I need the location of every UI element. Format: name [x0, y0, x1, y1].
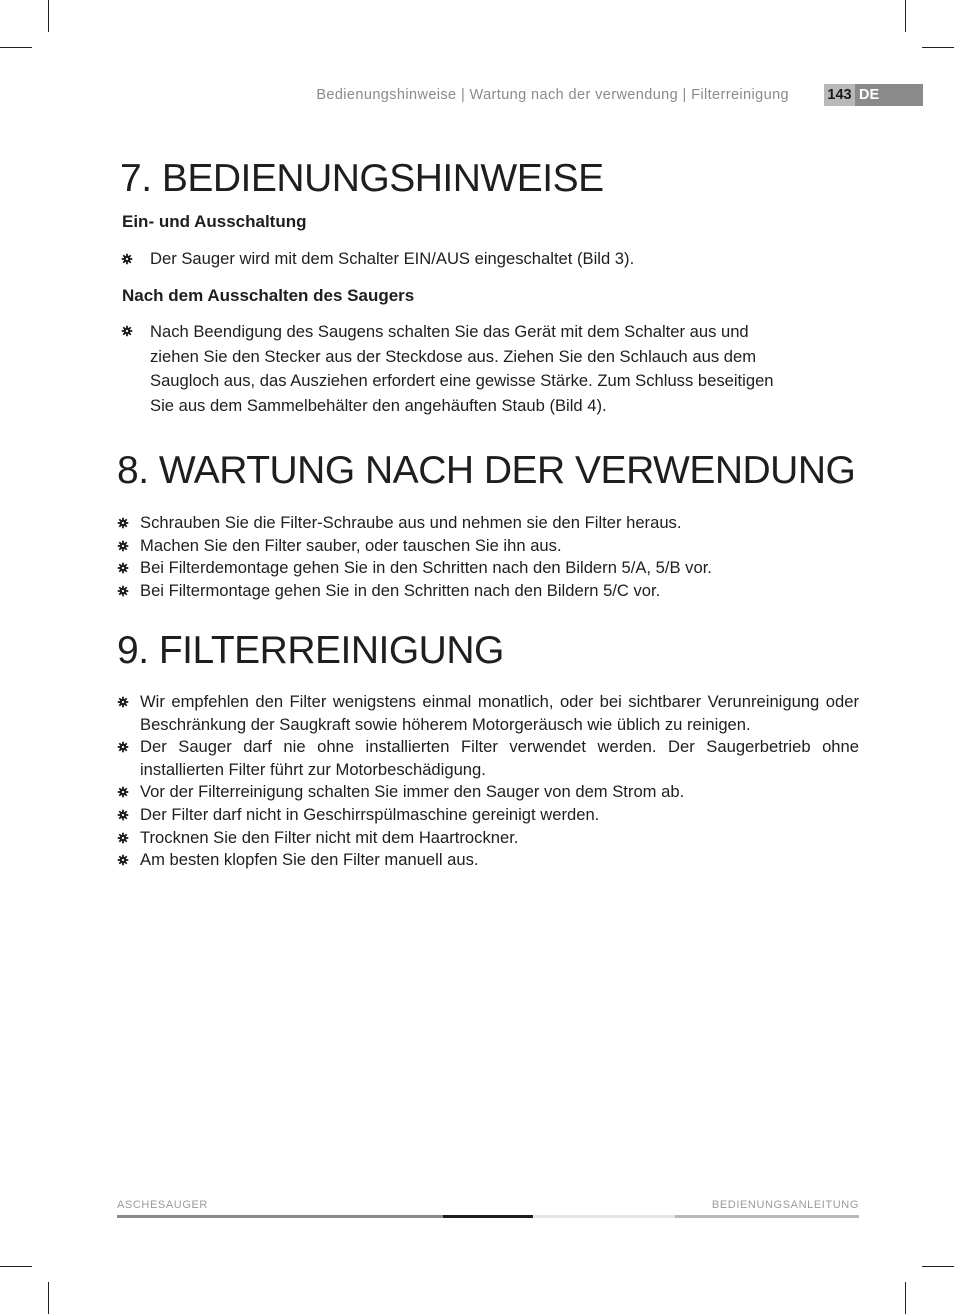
list-item-text: Bei Filterdemontage gehen Sie in den Schritten nach den Bildern 5/A, 5/B vor. — [140, 558, 712, 578]
crop-mark — [922, 47, 954, 48]
gear-bullet-icon — [117, 741, 129, 753]
list-item — [117, 781, 859, 804]
bullet-list — [117, 512, 859, 602]
crop-mark — [922, 1266, 954, 1267]
bullet-list — [117, 691, 859, 872]
list-item — [117, 827, 859, 850]
footer-product-label: ASCHESAUGER — [117, 1199, 208, 1211]
gear-bullet-icon — [121, 253, 133, 265]
list-item — [117, 557, 859, 580]
subsection-heading: Ein- und Ausschaltung — [122, 212, 307, 231]
crop-mark — [905, 0, 906, 32]
list-item — [117, 804, 859, 827]
list-item-text: Schrauben Sie die Filter-Schraube aus und nehmen sie den Filter heraus. — [140, 513, 682, 532]
list-item — [117, 691, 859, 736]
section-title: 8. WARTUNG NACH DER VERWENDUNG — [117, 449, 856, 492]
gear-bullet-icon — [117, 854, 129, 866]
footer-rule — [533, 1215, 675, 1218]
page-number: 143 — [824, 84, 855, 106]
crop-mark — [0, 47, 32, 48]
section-title: 9. FILTERREINIGUNG — [117, 629, 504, 672]
gear-bullet-icon — [117, 562, 129, 574]
footer-rule — [443, 1215, 533, 1218]
list-item-text: Machen Sie den Filter sauber, oder tauschen Sie ihn aus. — [140, 535, 562, 555]
gear-bullet-icon — [117, 696, 129, 708]
list-item-text: Wir empfehlen den Filter wenigstens einmal monatlich, oder bei sichtbarer Verunreinigung oder Beschränkung der Saugkraft sowie höherem Motorgeräusch wie üblich zu reinigen. — [140, 692, 859, 734]
list-item-text: Vor der Filterreinigung schalten Sie immer den Sauger von dem Strom ab. — [140, 782, 685, 802]
list-item-text: Der Sauger wird mit dem Schalter EIN/AUS eingeschaltet (Bild 3). — [150, 249, 635, 268]
gear-bullet-icon — [117, 832, 129, 844]
crop-mark — [0, 1266, 32, 1267]
list-item-text: Bei Filtermontage gehen Sie in den Schritten nach den Bildern 5/C vor. — [140, 580, 661, 600]
footer-rule — [117, 1215, 443, 1218]
list-item-text: Der Filter darf nicht in Geschirrspülmaschine gereinigt werden. — [140, 804, 600, 824]
list-item — [121, 320, 801, 418]
footer-rule — [675, 1215, 859, 1218]
gear-bullet-icon — [117, 540, 129, 552]
list-item-text: Trocknen Sie den Filter nicht mit dem Haartrockner. — [140, 827, 519, 847]
language-label: DE — [855, 84, 923, 106]
list-item — [121, 248, 801, 271]
bullet-list — [121, 320, 801, 418]
gear-bullet-icon — [117, 585, 129, 597]
list-item-text: Am besten klopfen Sie den Filter manuell aus. — [140, 850, 479, 870]
gear-bullet-icon — [121, 325, 133, 337]
list-item — [117, 535, 859, 558]
crop-mark — [48, 0, 49, 32]
footer-manual-label: BEDIENUNGSANLEITUNG — [711, 1199, 859, 1211]
running-header: Bedienungshinweise | Wartung nach der verwendung | Filterreinigung — [316, 87, 789, 103]
list-item — [117, 580, 859, 603]
list-item — [117, 736, 859, 781]
gear-bullet-icon — [117, 786, 129, 798]
list-item-text: Der Sauger darf nie ohne installierten Filter verwendet werden. Der Saugerbetrieb ohne installierten Filter führt zur Motorbeschädigung. — [140, 737, 859, 779]
list-item — [117, 512, 859, 535]
page-tab — [824, 84, 923, 106]
gear-bullet-icon — [117, 517, 129, 529]
crop-mark — [48, 1282, 49, 1314]
crop-mark — [905, 1282, 906, 1314]
subsection-heading: Nach dem Ausschalten des Saugers — [122, 286, 415, 305]
section-title: 7. BEDIENUNGSHINWEISE — [120, 157, 604, 200]
list-item — [117, 849, 859, 872]
bullet-list — [121, 248, 801, 271]
gear-bullet-icon — [117, 809, 129, 821]
list-item-text: Nach Beendigung des Saugens schalten Sie das Gerät mit dem Schalter aus und ziehen Sie den Stecker aus der Steckdose aus. Ziehen Sie den Schlauch aus dem Saugloch aus, das Ausziehen erfordert eine gewisse Stärke. Zum Schluss beseitigen Sie aus dem Sammelbehälter den angehäuften Staub (Bild 4). — [150, 322, 774, 415]
